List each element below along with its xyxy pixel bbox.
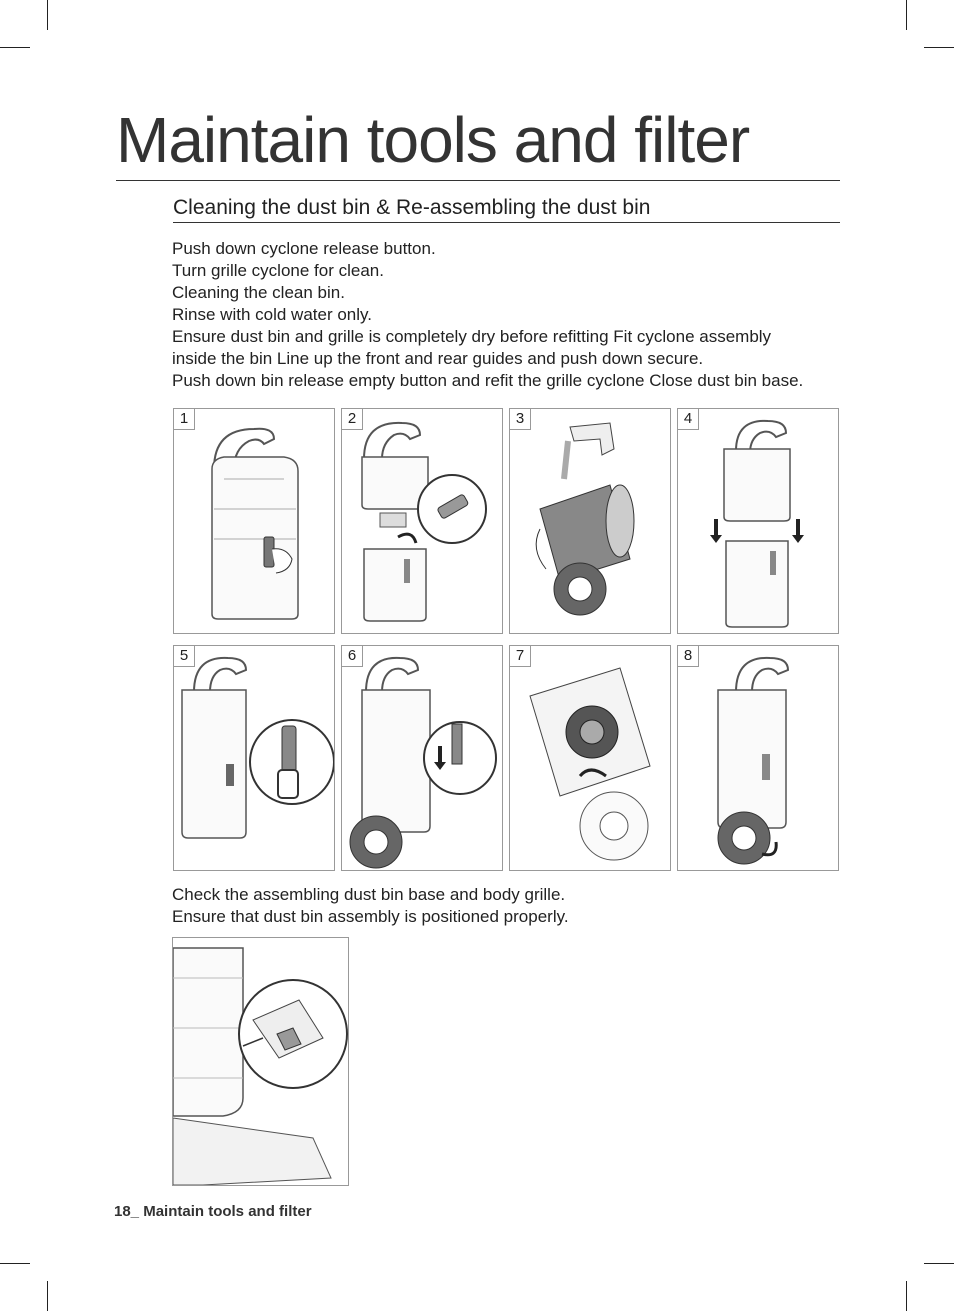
- check-line: Check the assembling dust bin base and body grille.: [172, 885, 566, 904]
- crop-mark: [0, 1263, 30, 1264]
- instructions: [172, 238, 872, 392]
- instruction-line: Rinse with cold water only.: [172, 305, 372, 324]
- crop-mark: [924, 47, 954, 48]
- crop-mark: [924, 1263, 954, 1264]
- step-number: 7: [510, 646, 531, 667]
- step-number: 3: [510, 409, 531, 430]
- step-panel-8: [677, 645, 839, 871]
- step-number: 6: [342, 646, 363, 667]
- crop-mark: [47, 0, 48, 30]
- instruction-line: Push down bin release empty button and refit the grille cyclone Close dust bin base.: [172, 371, 804, 390]
- step-number: 4: [678, 409, 699, 430]
- step-panel-1: [173, 408, 335, 634]
- vacuum-illustration-icon: [174, 409, 334, 633]
- step-panel-6: [341, 645, 503, 871]
- instruction-line: Push down cyclone release button.: [172, 239, 436, 258]
- step-number: 5: [174, 646, 195, 667]
- vacuum-illustration-icon: [510, 646, 670, 870]
- step-panel-7: [509, 645, 671, 871]
- crop-mark: [906, 1281, 907, 1311]
- vacuum-illustration-icon: [342, 646, 502, 870]
- step-number: 2: [342, 409, 363, 430]
- step-number: 8: [678, 646, 699, 667]
- vacuum-illustration-icon: [174, 646, 334, 870]
- instruction-line: Turn grille cyclone for clean.: [172, 261, 384, 280]
- section-heading: Cleaning the dust bin & Re-assembling the dust bin: [173, 195, 840, 223]
- vacuum-illustration-icon: [678, 409, 838, 633]
- instruction-line: inside the bin Line up the front and rear guides and push down secure.: [172, 349, 704, 368]
- assembly-check-figure: [172, 937, 349, 1186]
- step-panel-3: [509, 408, 671, 634]
- step-panel-4: [677, 408, 839, 634]
- check-line: Ensure that dust bin assembly is positioned properly.: [172, 907, 569, 926]
- instruction-line: Ensure dust bin and grille is completely dry before refitting Fit cyclone assembly: [172, 327, 772, 346]
- vacuum-illustration-icon: [342, 409, 502, 633]
- vacuum-illustration-icon: [678, 646, 838, 870]
- page-footer: 18_ Maintain tools and filter: [114, 1203, 312, 1220]
- crop-mark: [0, 47, 30, 48]
- vacuum-assembly-illustration-icon: [173, 938, 348, 1185]
- step-number: 1: [174, 409, 195, 430]
- crop-mark: [906, 0, 907, 30]
- step-panel-5: [173, 645, 335, 871]
- vacuum-illustration-icon: [510, 409, 670, 633]
- instruction-line: Cleaning the clean bin.: [172, 283, 345, 302]
- crop-mark: [47, 1281, 48, 1311]
- check-text: [172, 884, 569, 928]
- page-title: Maintain tools and filter: [116, 100, 840, 181]
- step-panel-2: [341, 408, 503, 634]
